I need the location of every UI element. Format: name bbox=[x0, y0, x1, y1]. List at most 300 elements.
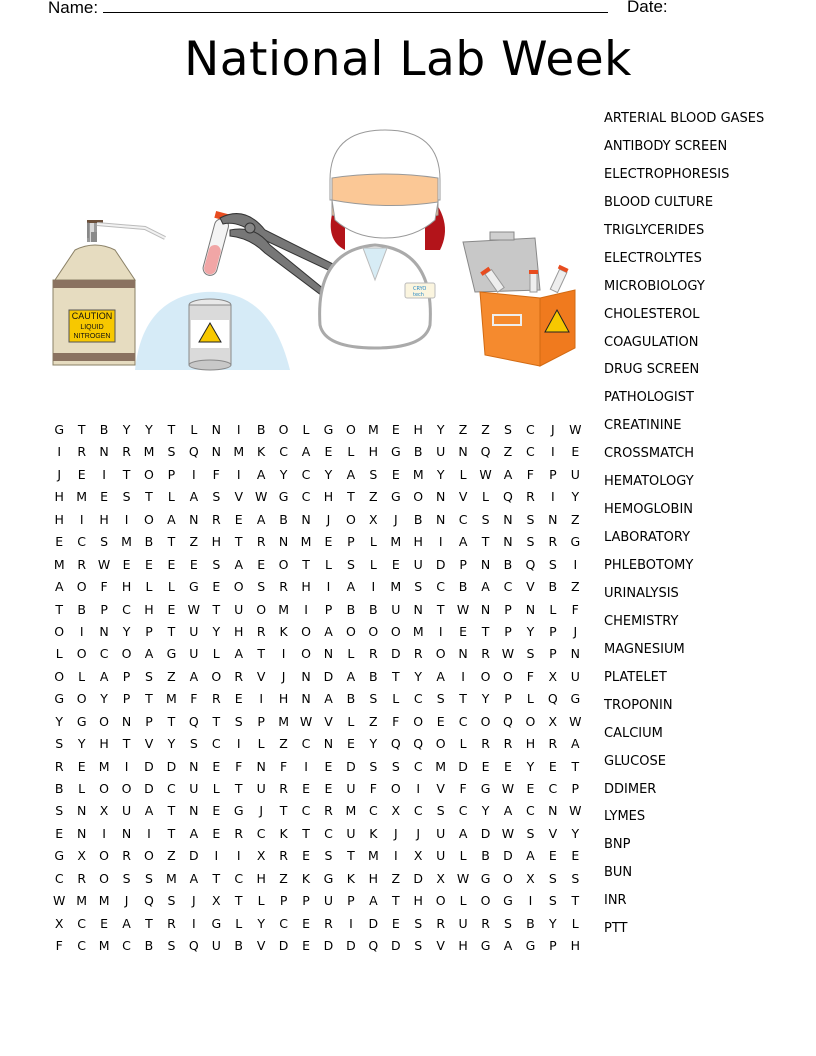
grid-letter[interactable]: I bbox=[236, 466, 241, 482]
grid-letter[interactable]: L bbox=[324, 556, 332, 572]
grid-letter[interactable]: P bbox=[571, 781, 580, 796]
grid-letter[interactable]: B bbox=[458, 579, 468, 595]
grid-letter[interactable]: L bbox=[167, 489, 175, 505]
grid-letter[interactable]: E bbox=[122, 556, 131, 572]
grid-letter[interactable]: Q bbox=[547, 691, 558, 707]
grid-letter[interactable]: T bbox=[234, 781, 243, 796]
grid-letter[interactable]: O bbox=[54, 668, 65, 684]
grid-letter[interactable]: O bbox=[480, 713, 491, 729]
grid-letter[interactable]: E bbox=[391, 556, 400, 572]
grid-letter[interactable]: G bbox=[54, 422, 65, 437]
grid-letter[interactable]: A bbox=[144, 803, 154, 819]
grid-letter[interactable]: F bbox=[190, 691, 198, 707]
grid-letter[interactable]: C bbox=[279, 915, 288, 931]
grid-letter[interactable]: O bbox=[76, 691, 87, 707]
grid-letter[interactable]: D bbox=[390, 938, 401, 954]
grid-letter[interactable]: I bbox=[371, 579, 376, 595]
grid-letter[interactable]: I bbox=[551, 444, 555, 460]
grid-letter[interactable]: A bbox=[144, 646, 154, 662]
grid-letter[interactable]: X bbox=[369, 511, 378, 527]
grid-letter[interactable]: T bbox=[77, 422, 86, 437]
grid-letter[interactable]: G bbox=[525, 938, 536, 954]
grid-letter[interactable]: H bbox=[256, 870, 266, 886]
grid-letter[interactable]: Y bbox=[167, 736, 176, 752]
grid-letter[interactable]: Y bbox=[145, 422, 153, 437]
grid-letter[interactable]: Y bbox=[414, 668, 423, 684]
grid-letter[interactable]: H bbox=[234, 623, 244, 639]
grid-letter[interactable]: N bbox=[570, 646, 580, 662]
grid-letter[interactable]: I bbox=[259, 691, 263, 707]
grid-letter[interactable]: A bbox=[346, 579, 356, 595]
grid-letter[interactable]: T bbox=[279, 803, 288, 819]
grid-letter[interactable]: A bbox=[526, 848, 535, 864]
grid-letter[interactable]: C bbox=[458, 511, 468, 527]
grid-letter[interactable]: F bbox=[212, 466, 220, 482]
grid-letter[interactable]: C bbox=[548, 781, 558, 796]
grid-letter[interactable]: C bbox=[526, 803, 535, 819]
grid-letter[interactable]: Y bbox=[122, 422, 131, 437]
grid-letter[interactable]: Q bbox=[525, 556, 536, 572]
grid-letter[interactable]: L bbox=[78, 668, 86, 684]
grid-letter[interactable]: K bbox=[257, 444, 266, 460]
grid-letter[interactable]: Y bbox=[55, 713, 64, 729]
grid-letter[interactable]: I bbox=[236, 848, 241, 864]
grid-letter[interactable]: D bbox=[323, 668, 334, 684]
grid-letter[interactable]: X bbox=[211, 893, 221, 909]
grid-letter[interactable]: O bbox=[233, 579, 244, 595]
grid-letter[interactable]: Z bbox=[391, 870, 401, 886]
grid-letter[interactable]: E bbox=[324, 534, 333, 550]
grid-letter[interactable]: M bbox=[390, 579, 402, 595]
grid-letter[interactable]: B bbox=[279, 511, 288, 527]
grid-letter[interactable]: B bbox=[413, 511, 423, 527]
grid-letter[interactable]: L bbox=[78, 781, 86, 796]
grid-letter[interactable]: G bbox=[323, 422, 334, 437]
grid-letter[interactable]: N bbox=[278, 534, 289, 550]
grid-letter[interactable]: N bbox=[435, 489, 446, 505]
grid-letter[interactable]: M bbox=[98, 938, 110, 954]
grid-letter[interactable]: L bbox=[347, 646, 355, 662]
grid-letter[interactable]: G bbox=[233, 803, 244, 819]
grid-letter[interactable]: A bbox=[189, 489, 199, 505]
grid-letter[interactable]: O bbox=[390, 781, 401, 796]
grid-letter[interactable]: M bbox=[76, 489, 88, 505]
grid-letter[interactable]: O bbox=[301, 646, 311, 662]
grid-letter[interactable]: A bbox=[256, 466, 266, 482]
grid-letter[interactable]: L bbox=[482, 489, 490, 505]
grid-letter[interactable]: E bbox=[167, 556, 176, 572]
grid-letter[interactable]: O bbox=[278, 422, 289, 437]
grid-letter[interactable]: O bbox=[54, 623, 65, 639]
grid-letter[interactable]: A bbox=[167, 511, 176, 527]
grid-letter[interactable]: U bbox=[234, 601, 244, 617]
grid-letter[interactable]: Z bbox=[481, 422, 490, 437]
grid-letter[interactable]: A bbox=[571, 736, 580, 752]
grid-letter[interactable]: A bbox=[458, 534, 468, 550]
grid-letter[interactable]: E bbox=[234, 511, 243, 527]
grid-letter[interactable]: V bbox=[548, 825, 558, 841]
grid-letter[interactable]: Q bbox=[390, 736, 401, 752]
grid-letter[interactable]: E bbox=[504, 758, 512, 774]
grid-letter[interactable]: R bbox=[481, 646, 490, 662]
grid-letter[interactable]: C bbox=[413, 691, 423, 707]
grid-letter[interactable]: O bbox=[435, 646, 446, 662]
grid-letter[interactable]: T bbox=[302, 825, 310, 841]
grid-letter[interactable]: L bbox=[190, 422, 198, 437]
grid-letter[interactable]: C bbox=[436, 579, 446, 595]
grid-letter[interactable]: A bbox=[122, 915, 131, 931]
grid-letter[interactable]: R bbox=[548, 534, 558, 550]
grid-letter[interactable]: Z bbox=[570, 511, 580, 527]
grid-letter[interactable]: H bbox=[54, 489, 64, 505]
grid-letter[interactable]: L bbox=[347, 444, 355, 460]
grid-letter[interactable]: W bbox=[53, 893, 66, 909]
grid-letter[interactable]: T bbox=[459, 691, 467, 707]
grid-letter[interactable]: C bbox=[122, 601, 131, 617]
grid-letter[interactable]: A bbox=[256, 511, 266, 527]
grid-letter[interactable]: I bbox=[57, 444, 62, 460]
grid-letter[interactable]: E bbox=[212, 803, 221, 819]
grid-letter[interactable]: A bbox=[346, 668, 356, 684]
grid-letter[interactable]: S bbox=[189, 736, 198, 752]
grid-letter[interactable]: B bbox=[77, 601, 86, 617]
grid-letter[interactable]: X bbox=[526, 870, 535, 886]
grid-letter[interactable]: C bbox=[122, 938, 131, 954]
grid-letter[interactable]: R bbox=[481, 736, 490, 752]
grid-letter[interactable]: F bbox=[279, 758, 288, 774]
grid-letter[interactable]: S bbox=[481, 511, 490, 527]
grid-letter[interactable]: S bbox=[167, 444, 176, 460]
grid-letter[interactable]: L bbox=[145, 579, 153, 595]
grid-letter[interactable]: Y bbox=[481, 803, 490, 819]
grid-letter[interactable]: H bbox=[54, 511, 64, 527]
grid-letter[interactable]: T bbox=[391, 668, 400, 684]
grid-letter[interactable]: T bbox=[212, 601, 221, 617]
grid-letter[interactable]: V bbox=[256, 938, 266, 954]
grid-letter[interactable]: N bbox=[256, 758, 266, 774]
grid-letter[interactable]: T bbox=[347, 489, 355, 505]
grid-letter[interactable]: E bbox=[77, 758, 86, 774]
grid-letter[interactable]: S bbox=[369, 466, 378, 482]
grid-letter[interactable]: R bbox=[369, 646, 378, 662]
grid-letter[interactable]: W bbox=[479, 466, 492, 482]
grid-letter[interactable]: H bbox=[99, 736, 109, 752]
grid-letter[interactable]: X bbox=[54, 915, 64, 931]
grid-letter[interactable]: T bbox=[481, 534, 490, 550]
grid-letter[interactable]: H bbox=[413, 422, 423, 437]
grid-letter[interactable]: G bbox=[54, 691, 65, 707]
grid-letter[interactable]: D bbox=[346, 938, 356, 954]
grid-letter[interactable]: Z bbox=[279, 870, 288, 886]
grid-letter[interactable]: S bbox=[145, 870, 153, 886]
grid-letter[interactable]: B bbox=[369, 668, 378, 684]
grid-letter[interactable]: C bbox=[301, 489, 311, 505]
grid-letter[interactable]: O bbox=[435, 736, 446, 752]
grid-letter[interactable]: I bbox=[326, 579, 331, 595]
grid-letter[interactable]: P bbox=[167, 466, 176, 482]
grid-letter[interactable]: T bbox=[234, 534, 243, 550]
grid-letter[interactable]: S bbox=[391, 758, 400, 774]
grid-letter[interactable]: S bbox=[548, 556, 557, 572]
grid-letter[interactable]: X bbox=[391, 803, 401, 819]
grid-letter[interactable]: U bbox=[570, 466, 580, 482]
grid-letter[interactable]: O bbox=[256, 601, 267, 617]
grid-letter[interactable]: B bbox=[54, 781, 64, 796]
grid-letter[interactable]: I bbox=[192, 466, 196, 482]
grid-letter[interactable]: D bbox=[480, 825, 491, 841]
grid-letter[interactable]: L bbox=[167, 579, 175, 595]
grid-letter[interactable]: U bbox=[189, 623, 199, 639]
grid-letter[interactable]: I bbox=[102, 825, 106, 841]
grid-letter[interactable]: H bbox=[570, 938, 580, 954]
grid-letter[interactable]: S bbox=[526, 534, 535, 550]
grid-letter[interactable]: I bbox=[214, 848, 219, 864]
grid-letter[interactable]: B bbox=[346, 601, 356, 617]
grid-letter[interactable]: I bbox=[124, 758, 129, 774]
grid-letter[interactable]: M bbox=[300, 534, 312, 550]
grid-letter[interactable]: I bbox=[528, 893, 533, 909]
grid-letter[interactable]: R bbox=[77, 444, 86, 460]
grid-letter[interactable]: G bbox=[323, 870, 334, 886]
grid-letter[interactable]: L bbox=[55, 646, 63, 662]
grid-letter[interactable]: E bbox=[212, 758, 221, 774]
grid-letter[interactable]: R bbox=[54, 758, 64, 774]
grid-letter[interactable]: G bbox=[54, 848, 65, 864]
grid-letter[interactable]: I bbox=[573, 556, 578, 572]
grid-letter[interactable]: B bbox=[99, 422, 109, 437]
grid-letter[interactable]: E bbox=[391, 422, 400, 437]
grid-letter[interactable]: Q bbox=[503, 489, 513, 505]
grid-letter[interactable]: J bbox=[281, 668, 286, 684]
grid-letter[interactable]: S bbox=[548, 870, 557, 886]
grid-letter[interactable]: A bbox=[436, 668, 445, 684]
grid-letter[interactable]: A bbox=[481, 579, 490, 595]
grid-letter[interactable]: F bbox=[392, 713, 400, 729]
grid-letter[interactable]: L bbox=[369, 556, 377, 572]
grid-letter[interactable]: Y bbox=[526, 758, 535, 774]
grid-letter[interactable]: I bbox=[102, 466, 106, 482]
grid-letter[interactable]: M bbox=[76, 893, 88, 909]
grid-letter[interactable]: P bbox=[122, 668, 131, 684]
grid-letter[interactable]: O bbox=[503, 870, 513, 886]
grid-letter[interactable]: T bbox=[145, 915, 153, 931]
grid-letter[interactable]: H bbox=[413, 534, 423, 550]
grid-letter[interactable]: V bbox=[234, 489, 243, 505]
grid-letter[interactable]: G bbox=[278, 489, 289, 505]
grid-letter[interactable]: B bbox=[346, 691, 356, 707]
grid-letter[interactable]: P bbox=[504, 691, 512, 707]
grid-letter[interactable]: E bbox=[55, 534, 64, 550]
grid-letter[interactable]: E bbox=[324, 444, 333, 460]
grid-letter[interactable]: W bbox=[97, 556, 111, 572]
grid-letter[interactable]: N bbox=[121, 713, 132, 729]
grid-letter[interactable]: Y bbox=[324, 466, 333, 482]
grid-letter[interactable]: Y bbox=[279, 466, 288, 482]
name-blank-line[interactable] bbox=[103, 0, 608, 13]
grid-letter[interactable]: I bbox=[304, 758, 308, 774]
grid-letter[interactable]: E bbox=[145, 556, 153, 572]
grid-letter[interactable]: S bbox=[167, 893, 176, 909]
grid-letter[interactable]: R bbox=[503, 736, 513, 752]
grid-letter[interactable]: L bbox=[212, 646, 220, 662]
grid-letter[interactable]: L bbox=[571, 915, 579, 931]
grid-letter[interactable]: P bbox=[549, 466, 557, 482]
grid-letter[interactable]: E bbox=[302, 781, 310, 796]
grid-letter[interactable]: W bbox=[456, 870, 470, 886]
grid-letter[interactable]: O bbox=[525, 713, 536, 729]
grid-letter[interactable]: T bbox=[347, 848, 355, 864]
grid-letter[interactable]: G bbox=[570, 691, 581, 707]
grid-letter[interactable]: A bbox=[503, 466, 513, 482]
grid-letter[interactable]: J bbox=[551, 422, 555, 437]
grid-letter[interactable]: G bbox=[390, 444, 401, 460]
grid-letter[interactable]: N bbox=[458, 444, 468, 460]
grid-letter[interactable]: W bbox=[501, 646, 515, 662]
grid-letter[interactable]: I bbox=[124, 511, 129, 527]
grid-letter[interactable]: S bbox=[100, 534, 109, 550]
grid-letter[interactable]: N bbox=[99, 623, 109, 639]
grid-letter[interactable]: C bbox=[234, 870, 244, 886]
grid-letter[interactable]: W bbox=[501, 825, 515, 841]
grid-letter[interactable]: A bbox=[54, 579, 64, 595]
grid-letter[interactable]: R bbox=[436, 915, 445, 931]
grid-letter[interactable]: N bbox=[76, 803, 87, 819]
grid-letter[interactable]: U bbox=[458, 915, 468, 931]
grid-letter[interactable]: R bbox=[256, 623, 266, 639]
grid-letter[interactable]: V bbox=[324, 713, 333, 729]
grid-letter[interactable]: T bbox=[571, 893, 580, 909]
grid-letter[interactable]: O bbox=[144, 848, 154, 864]
grid-letter[interactable]: T bbox=[436, 601, 445, 617]
grid-letter[interactable]: P bbox=[549, 646, 557, 662]
grid-letter[interactable]: N bbox=[211, 444, 221, 460]
grid-letter[interactable]: C bbox=[413, 758, 423, 774]
grid-letter[interactable]: F bbox=[235, 758, 243, 774]
grid-letter[interactable]: T bbox=[257, 646, 265, 662]
grid-letter[interactable]: R bbox=[413, 646, 423, 662]
grid-letter[interactable]: T bbox=[145, 691, 153, 707]
grid-letter[interactable]: I bbox=[236, 422, 241, 437]
grid-letter[interactable]: U bbox=[346, 825, 356, 841]
grid-letter[interactable]: F bbox=[459, 781, 467, 796]
grid-letter[interactable]: Y bbox=[212, 623, 221, 639]
grid-letter[interactable]: U bbox=[570, 668, 580, 684]
grid-letter[interactable]: T bbox=[481, 623, 490, 639]
grid-letter[interactable]: U bbox=[256, 781, 266, 796]
grid-letter[interactable]: N bbox=[301, 691, 311, 707]
grid-letter[interactable]: C bbox=[503, 579, 513, 595]
grid-letter[interactable]: N bbox=[413, 601, 423, 617]
grid-letter[interactable]: R bbox=[481, 915, 490, 931]
grid-letter[interactable]: T bbox=[571, 758, 580, 774]
grid-letter[interactable]: S bbox=[436, 691, 445, 707]
grid-letter[interactable]: N bbox=[211, 422, 221, 437]
grid-letter[interactable]: K bbox=[279, 825, 288, 841]
grid-letter[interactable]: I bbox=[438, 534, 443, 550]
grid-letter[interactable]: Y bbox=[549, 915, 557, 931]
grid-letter[interactable]: T bbox=[167, 825, 176, 841]
grid-letter[interactable]: T bbox=[212, 713, 221, 729]
grid-letter[interactable]: D bbox=[435, 556, 446, 572]
grid-letter[interactable]: Q bbox=[188, 444, 199, 460]
grid-letter[interactable]: S bbox=[504, 422, 512, 437]
grid-letter[interactable]: O bbox=[99, 713, 110, 729]
grid-letter[interactable]: G bbox=[480, 938, 491, 954]
grid-letter[interactable]: S bbox=[414, 938, 423, 954]
grid-letter[interactable]: L bbox=[392, 691, 400, 707]
grid-letter[interactable]: X bbox=[99, 803, 109, 819]
grid-letter[interactable]: A bbox=[346, 466, 356, 482]
grid-letter[interactable]: S bbox=[212, 489, 221, 505]
grid-letter[interactable]: U bbox=[413, 556, 423, 572]
grid-letter[interactable]: Z bbox=[570, 579, 580, 595]
grid-letter[interactable]: D bbox=[458, 758, 468, 774]
grid-letter[interactable]: J bbox=[393, 511, 398, 527]
grid-letter[interactable]: W bbox=[187, 601, 201, 617]
grid-letter[interactable]: Y bbox=[257, 915, 265, 931]
grid-letter[interactable]: D bbox=[189, 848, 199, 864]
grid-letter[interactable]: V bbox=[436, 781, 445, 796]
grid-letter[interactable]: Z bbox=[167, 668, 176, 684]
grid-letter[interactable]: U bbox=[346, 781, 356, 796]
grid-letter[interactable]: P bbox=[279, 893, 288, 909]
grid-letter[interactable]: B bbox=[256, 422, 266, 437]
grid-letter[interactable]: D bbox=[346, 758, 356, 774]
grid-letter[interactable]: N bbox=[323, 736, 334, 752]
grid-letter[interactable]: O bbox=[480, 893, 491, 909]
grid-letter[interactable]: E bbox=[548, 848, 557, 864]
grid-letter[interactable]: O bbox=[435, 893, 446, 909]
grid-letter[interactable]: Q bbox=[144, 893, 154, 909]
grid-letter[interactable]: I bbox=[304, 601, 308, 617]
grid-letter[interactable]: X bbox=[413, 848, 423, 864]
grid-letter[interactable]: D bbox=[166, 758, 177, 774]
grid-letter[interactable]: E bbox=[571, 848, 580, 864]
grid-letter[interactable]: Z bbox=[369, 713, 378, 729]
grid-letter[interactable]: U bbox=[323, 893, 334, 909]
grid-letter[interactable]: B bbox=[548, 579, 558, 595]
grid-letter[interactable]: N bbox=[480, 556, 491, 572]
grid-letter[interactable]: M bbox=[98, 758, 110, 774]
grid-letter[interactable]: T bbox=[167, 623, 176, 639]
grid-letter[interactable]: E bbox=[100, 915, 109, 931]
grid-letter[interactable]: Y bbox=[100, 691, 108, 707]
grid-letter[interactable]: G bbox=[503, 893, 513, 909]
grid-letter[interactable]: E bbox=[212, 579, 221, 595]
grid-letter[interactable]: H bbox=[458, 938, 468, 954]
grid-letter[interactable]: U bbox=[436, 848, 446, 864]
grid-letter[interactable]: G bbox=[480, 781, 491, 796]
grid-letter[interactable]: O bbox=[144, 466, 154, 482]
grid-letter[interactable]: T bbox=[167, 803, 176, 819]
grid-letter[interactable]: E bbox=[212, 825, 221, 841]
grid-letter[interactable]: Z bbox=[189, 534, 199, 550]
grid-letter[interactable]: Q bbox=[188, 938, 199, 954]
grid-letter[interactable]: H bbox=[413, 893, 423, 909]
grid-letter[interactable]: E bbox=[77, 466, 86, 482]
grid-letter[interactable]: S bbox=[212, 556, 221, 572]
grid-letter[interactable]: O bbox=[121, 781, 132, 796]
grid-letter[interactable]: L bbox=[302, 422, 310, 437]
grid-letter[interactable]: L bbox=[459, 736, 467, 752]
grid-letter[interactable]: Z bbox=[167, 848, 176, 864]
grid-letter[interactable]: O bbox=[503, 668, 513, 684]
grid-letter[interactable]: W bbox=[569, 713, 582, 729]
grid-letter[interactable]: O bbox=[211, 668, 222, 684]
grid-letter[interactable]: A bbox=[503, 938, 513, 954]
grid-letter[interactable]: O bbox=[99, 870, 110, 886]
grid-letter[interactable]: F bbox=[571, 601, 579, 617]
